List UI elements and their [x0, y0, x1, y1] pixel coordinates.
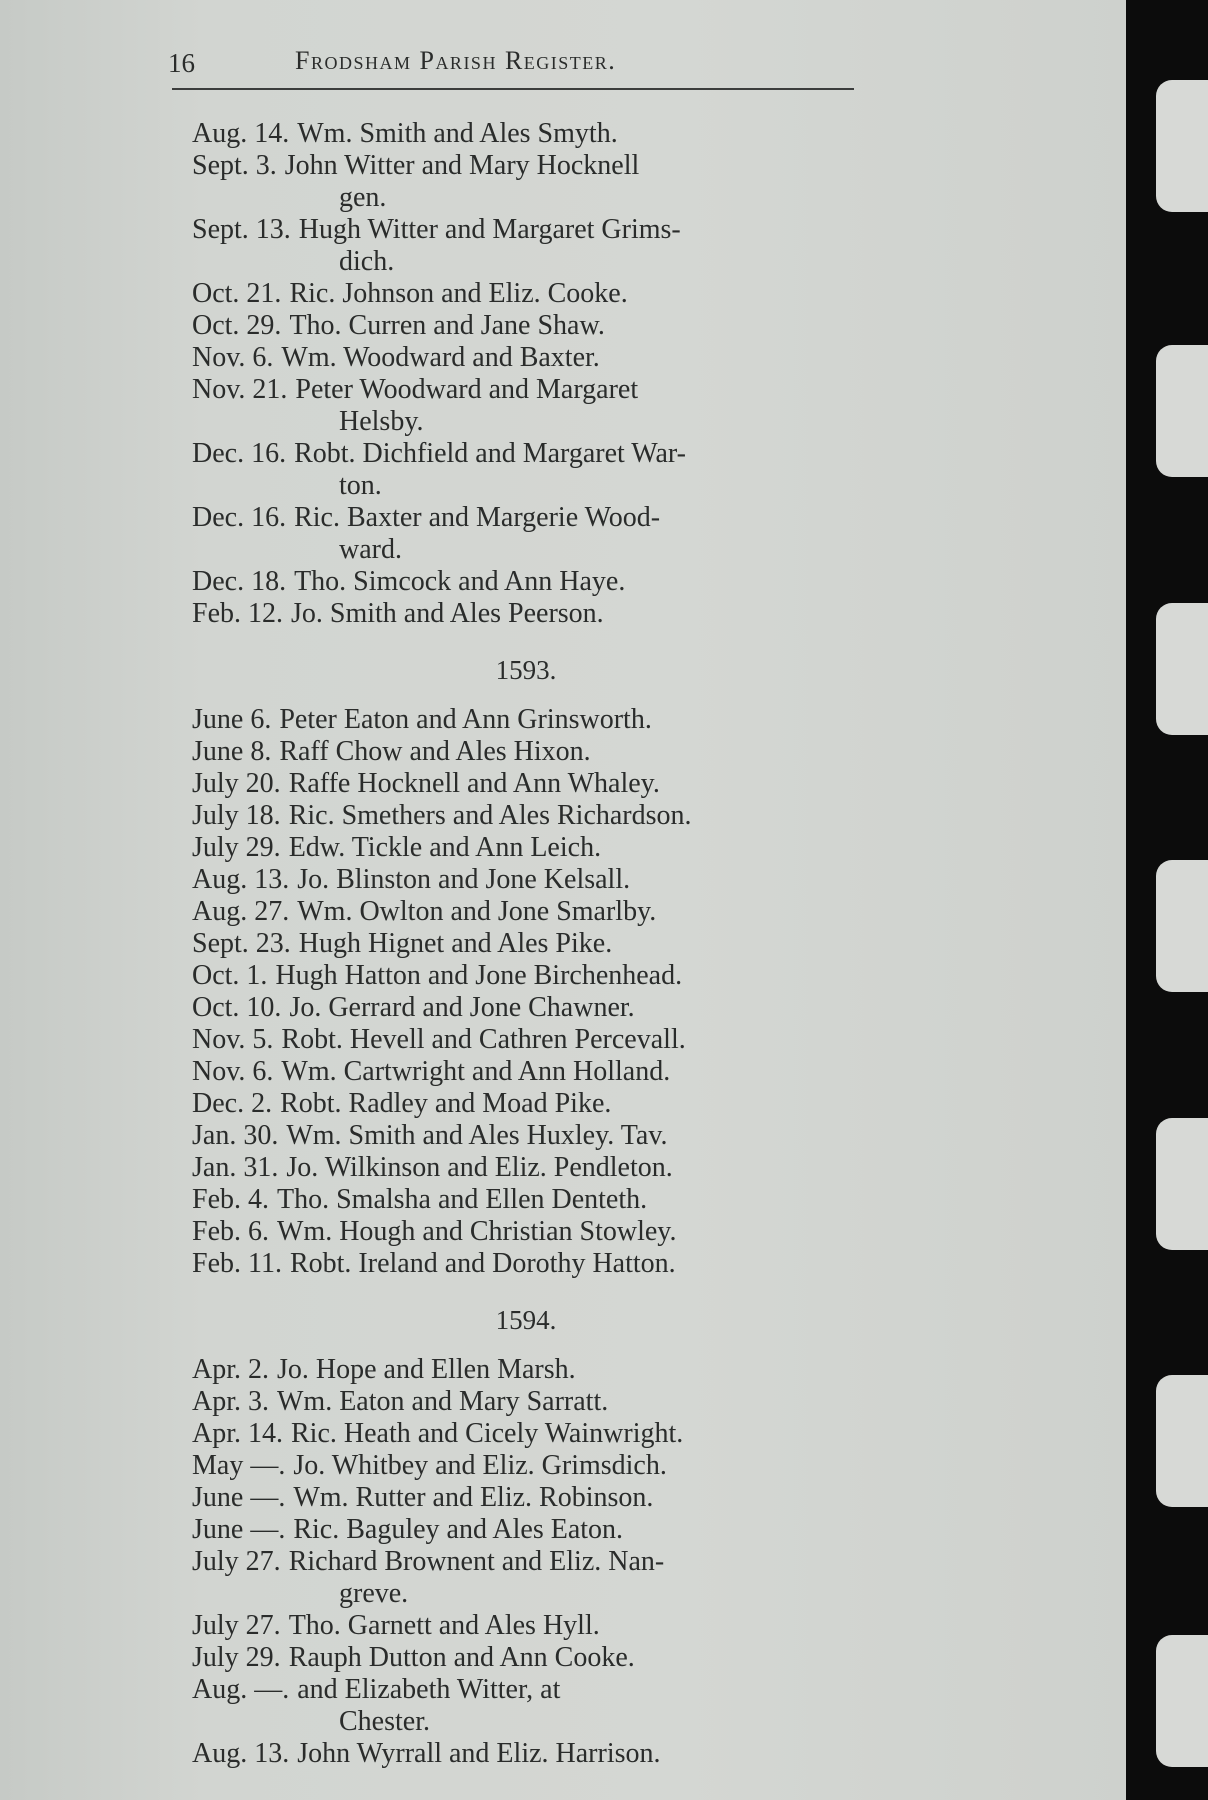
entry-date: Aug. 14.: [192, 118, 290, 149]
register-entry: [192, 1184, 860, 1216]
page-header: [168, 38, 858, 88]
register-entry: [192, 502, 860, 534]
sprocket-hole: [1156, 80, 1208, 212]
entry-date: Sept. 23.: [192, 928, 291, 959]
entry-names: Ric. Smethers and Ales Richardson.: [288, 800, 692, 831]
sprocket-hole: [1156, 345, 1208, 477]
entry-date: Oct. 29.: [192, 310, 282, 341]
entry-date: Aug. 13.: [192, 1738, 290, 1769]
entry-names: Edw. Tickle and Ann Leich.: [288, 832, 602, 863]
register-entry: [192, 214, 860, 246]
entry-names: Raffe Hocknell and Ann Whaley.: [288, 768, 660, 799]
register-entry: [192, 1674, 860, 1706]
sprocket-hole: [1156, 1635, 1208, 1767]
entry-names: Tho. Garnett and Ales Hyll.: [288, 1610, 600, 1641]
register-entry: [192, 342, 860, 374]
register-entry: [192, 704, 860, 736]
entry-continuation: Helsby.: [339, 406, 424, 437]
entry-date: Feb. 6.: [192, 1216, 269, 1247]
film-strip-edge: [1126, 0, 1208, 1800]
entry-names: Wm. Smith and Ales Huxley. Tav.: [286, 1120, 668, 1151]
register-entry: [192, 1642, 860, 1674]
register-entries: [192, 118, 860, 1770]
entry-date: Nov. 6.: [192, 1056, 274, 1087]
register-entry: [192, 1450, 860, 1482]
entry-continuation: gen.: [339, 182, 387, 213]
register-entry: [192, 1514, 860, 1546]
entry-names: John Witter and Mary Hocknell: [284, 150, 640, 181]
entry-date: May —.: [192, 1450, 286, 1481]
register-entry: [192, 960, 860, 992]
register-entry: [192, 1216, 860, 1248]
entry-date: Aug. 13.: [192, 864, 290, 895]
register-entry: [192, 768, 860, 800]
entry-continuation: greve.: [339, 1578, 409, 1609]
entry-date: Jan. 31.: [192, 1152, 279, 1183]
entry-date: July 18.: [192, 800, 281, 831]
entry-date: Oct. 10.: [192, 992, 282, 1023]
sprocket-hole: [1156, 860, 1208, 992]
entry-names: Tho. Simcock and Ann Haye.: [294, 566, 626, 597]
entry-date: June 6.: [192, 704, 272, 735]
entry-names: Wm. Eaton and Mary Sarratt.: [277, 1386, 609, 1417]
register-entry: [192, 374, 860, 406]
entry-names: Jo. Gerrard and Jone Chawner.: [289, 992, 635, 1023]
entry-names: Ric. Baxter and Margerie Wood-: [294, 502, 661, 533]
register-entry: [192, 1418, 860, 1450]
entry-date: Nov. 21.: [192, 374, 288, 405]
entry-date: Apr. 3.: [192, 1386, 269, 1417]
entry-date: June 8.: [192, 736, 272, 767]
entry-names: Jo. Blinston and Jone Kelsall.: [297, 864, 631, 895]
register-entry: [192, 736, 860, 768]
register-entry: [192, 150, 860, 182]
register-entry: [192, 832, 860, 864]
entry-date: July 27.: [192, 1546, 281, 1577]
register-entry: [192, 438, 860, 470]
entry-names: Robt. Hevell and Cathren Percevall.: [281, 1024, 686, 1055]
register-entry: [192, 800, 860, 832]
entry-names: Peter Eaton and Ann Grinsworth.: [279, 704, 652, 735]
entry-date: July 29.: [192, 832, 281, 863]
entry-date: Nov. 5.: [192, 1024, 274, 1055]
entry-names: Robt. Radley and Moad Pike.: [280, 1088, 612, 1119]
entry-names: Jo. Smith and Ales Peerson.: [291, 598, 604, 629]
entry-date: July 27.: [192, 1610, 281, 1641]
entries-1592: [192, 118, 860, 630]
entry-date: Aug. —.: [192, 1674, 290, 1705]
entry-date: Feb. 11.: [192, 1248, 282, 1279]
entry-names: Jo. Whitbey and Eliz. Grimsdich.: [293, 1450, 667, 1481]
entry-date: July 20.: [192, 768, 281, 799]
register-entry: [192, 1088, 860, 1120]
register-entry: [192, 928, 860, 960]
entry-continuation: ward.: [339, 534, 402, 565]
entry-date: Dec. 2.: [192, 1088, 273, 1119]
entry-date: Apr. 2.: [192, 1354, 269, 1385]
register-entry: [192, 1248, 860, 1280]
entry-names: Tho. Smalsha and Ellen Denteth.: [277, 1184, 648, 1215]
entry-date: June —.: [192, 1514, 286, 1545]
entry-names: Wm. Smith and Ales Smyth.: [297, 118, 618, 149]
entry-names: Ric. Baguley and Ales Eaton.: [293, 1514, 624, 1545]
entry-names: Rauph Dutton and Ann Cooke.: [288, 1642, 635, 1673]
entry-names: Hugh Hignet and Ales Pike.: [298, 928, 613, 959]
sprocket-hole: [1156, 603, 1208, 735]
running-title: Frodsham Parish Register.: [295, 46, 617, 75]
entry-date: Aug. 27.: [192, 896, 290, 927]
entry-date: Nov. 6.: [192, 342, 274, 373]
entry-date: Dec. 16.: [192, 502, 287, 533]
entry-continuation: ton.: [339, 470, 382, 501]
entry-names: Raff Chow and Ales Hixon.: [279, 736, 591, 767]
entry-names: John Wyrrall and Eliz. Harrison.: [297, 1738, 661, 1769]
sprocket-hole: [1156, 1118, 1208, 1250]
entry-names: Peter Woodward and Margaret: [295, 374, 639, 405]
entry-names: Jo. Wilkinson and Eliz. Pendleton.: [286, 1152, 673, 1183]
register-entry: [192, 1386, 860, 1418]
entry-date: July 29.: [192, 1642, 281, 1673]
entries-1593: [192, 704, 860, 1280]
register-entry: [192, 1354, 860, 1386]
entry-date: Dec. 18.: [192, 566, 287, 597]
entry-names: Wm. Rutter and Eliz. Robinson.: [293, 1482, 654, 1513]
entry-names: Wm. Hough and Christian Stowley.: [277, 1216, 677, 1247]
register-entry: [192, 1610, 860, 1642]
register-entry: [192, 1482, 860, 1514]
register-entry: [192, 1152, 860, 1184]
year-heading-1593: 1593.: [495, 655, 557, 685]
entry-date: Feb. 12.: [192, 598, 283, 629]
register-entry: [192, 566, 860, 598]
entry-date: Feb. 4.: [192, 1184, 269, 1215]
entry-names: Wm. Owlton and Jone Smarlby.: [297, 896, 657, 927]
entry-names: Wm. Cartwright and Ann Holland.: [281, 1056, 671, 1087]
entry-date: Oct. 1.: [192, 960, 268, 991]
entry-names: Wm. Woodward and Baxter.: [281, 342, 600, 373]
register-entry: [192, 1738, 860, 1770]
sprocket-hole: [1156, 1375, 1208, 1507]
entry-names: Ric. Johnson and Eliz. Cooke.: [289, 278, 628, 309]
entry-names: Tho. Curren and Jane Shaw.: [289, 310, 605, 341]
entry-names: Ric. Heath and Cicely Wainwright.: [291, 1418, 684, 1449]
entry-names: Robt. Ireland and Dorothy Hatton.: [289, 1248, 676, 1279]
register-entry: [192, 1024, 860, 1056]
register-entry: [192, 278, 860, 310]
register-entry: [192, 1546, 860, 1578]
header-rule: [172, 88, 854, 90]
entry-names: and Elizabeth Witter, at: [297, 1674, 561, 1705]
entries-1594: [192, 1354, 860, 1770]
entry-names: Jo. Hope and Ellen Marsh.: [277, 1354, 576, 1385]
entry-continuation: Chester.: [339, 1706, 430, 1737]
register-entry: [192, 992, 860, 1024]
entry-date: Oct. 21.: [192, 278, 282, 309]
entry-date: Apr. 14.: [192, 1418, 283, 1449]
register-entry: [192, 1120, 860, 1152]
register-entry: [192, 310, 860, 342]
entry-names: Hugh Witter and Margaret Grims-: [298, 214, 681, 245]
register-entry: [192, 864, 860, 896]
entry-date: June —.: [192, 1482, 286, 1513]
entry-date: Jan. 30.: [192, 1120, 279, 1151]
entry-date: Dec. 16.: [192, 438, 287, 469]
register-entry: [192, 598, 860, 630]
entry-continuation: dich.: [339, 246, 395, 277]
entry-date: Sept. 13.: [192, 214, 291, 245]
entry-date: Sept. 3.: [192, 150, 277, 181]
entry-names: Robt. Dichfield and Margaret War-: [294, 438, 686, 469]
register-entry: [192, 1056, 860, 1088]
year-heading-1594: 1594.: [495, 1305, 557, 1335]
register-entry: [192, 896, 860, 928]
entry-names: Richard Brownent and Eliz. Nan-: [288, 1546, 665, 1577]
page-number: 16: [168, 48, 195, 78]
register-entry: [192, 118, 860, 150]
entry-names: Hugh Hatton and Jone Birchenhead.: [275, 960, 683, 991]
